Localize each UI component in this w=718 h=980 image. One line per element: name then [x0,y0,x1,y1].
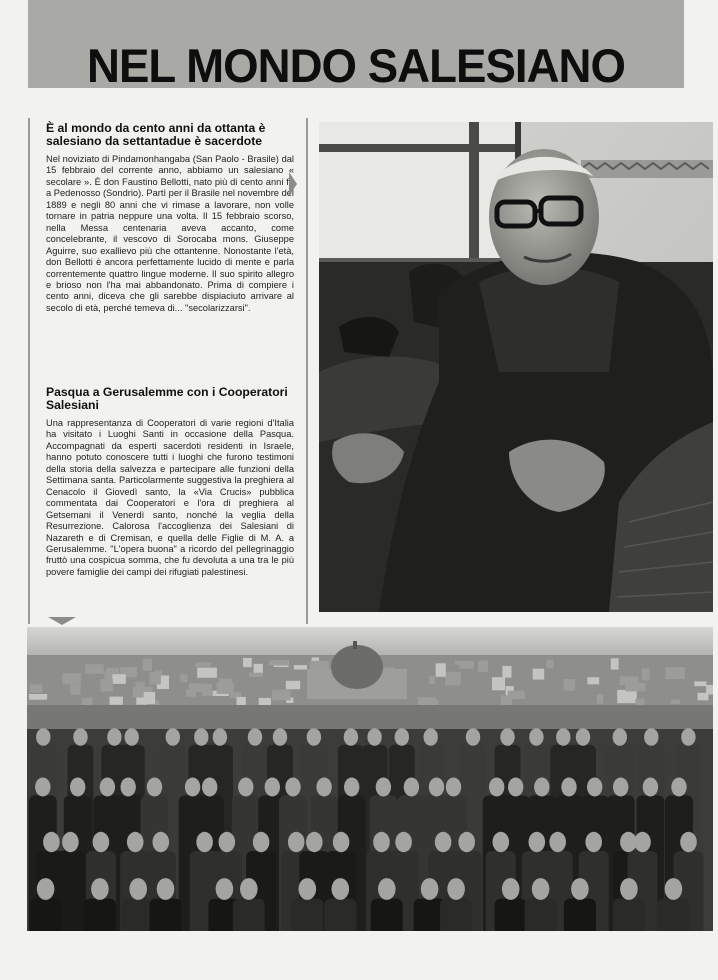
text-column [28,118,308,624]
arrow-down-icon [48,617,76,625]
article-body: Una rappresentanza di Cooperatori di varie regioni d'Italia ha visitato i Luoghi Santi in occasione della Pasqua. Accompagnati da esperti sacerdoti residenti in Israele, hanno potuto conoscere tutti i luoghi che furono testimoni della storia della salvezza e partecipare alle funzioni della Settimana santa. Particolarmente suggestiva la preghiera al Cenacolo il Giovedì santo, la «Via Crucis» pubblica commentata dai Cooperatori e l'ora di preghiera al Getsemani il Venerdì santo, nonché la veglia della Resurrezione. Calorosa l'accoglienza dei Salesiani di Nazareth e di Cremisan, e quella delle Figlie di M. A. a Gerusalemme. "L'opera buona" a ricordo del pellegrinaggio fruttò una cospicua somma, che fu devoluta a una tra le più povere famiglie dei campi dei rifugiati palestinesi. [46,418,294,577]
photo-elderly-priest-image [319,122,713,612]
article-headline: Pasqua a Gerusalemme con i Cooperatori Salesiani [46,385,288,412]
article-body: Nel noviziato di Pindamonhangaba (San Paolo - Brasile) dal 15 febbraio del corrente anno, abbiamo un salesiano « secolare ». È don Faustino Bellotti, nato più di cento anni fa a Pedenosso (Sondrio). Partì per il Brasile nel novembre del 1889 e negli 80 anni che vi rimase a lavorare, non volle tornare in patria neppure una volta. Il 15 febbraio scorso, nella Messa centenaria aveva accanto, come concelebrante, il vescovo di Sorocaba mons. Giuseppe Aguirre, suo exallievo più che ottantenne. Nonostante l'età, don Bellotti è ancora perfettamente lucido di mente e parla correntemente quattro lingue moderne. Il suo spirito allegro e brioso non l'ha mai abbandonato. Prima di compiere i cento anni, diceva che gli sarebbe dispiaciuto arrivare al secolo di età, perché temeva di... "secolarizzarsi". [46,154,294,313]
photo-pilgrim-group [27,627,713,931]
article-centenarian [46,122,294,314]
arrow-right-icon [289,172,297,196]
article-headline: È al mondo da cento anni da ottanta è salesiano da settantadue è sacerdote [46,121,266,148]
masthead-band [28,0,684,88]
photo-elderly-priest [319,122,713,612]
masthead-title: NEL MONDO SALESIANO [87,39,625,88]
photo-pilgrim-group-image [27,627,713,931]
article-jerusalem [46,386,294,578]
